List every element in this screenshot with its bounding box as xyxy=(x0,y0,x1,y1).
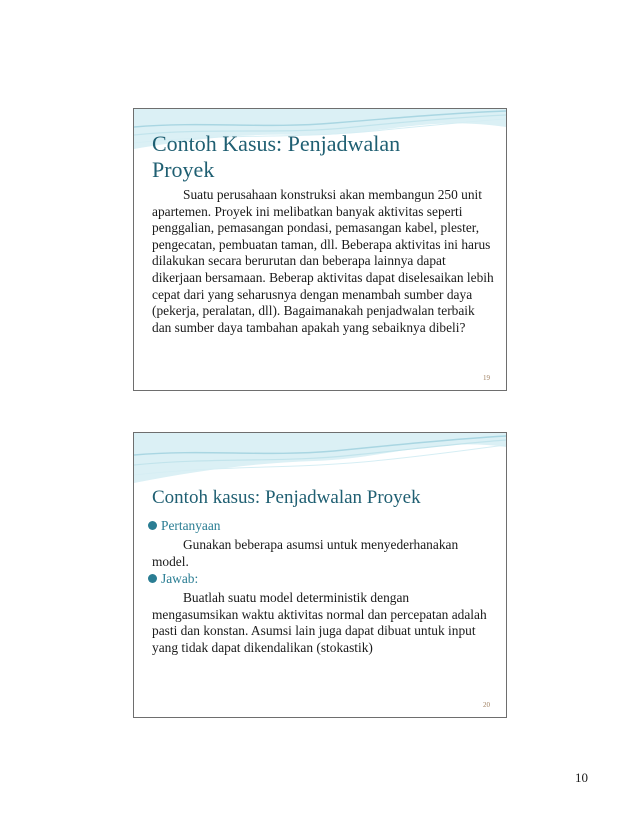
bullet-icon xyxy=(148,574,157,583)
page-number: 10 xyxy=(575,770,588,785)
question-text-content: Gunakan beberapa asumsi untuk menyederhanakan model. xyxy=(152,537,459,569)
bullet-answer xyxy=(148,571,198,588)
slide-number: 20 xyxy=(483,701,490,709)
slide-number: 19 xyxy=(483,374,490,382)
bullet-label: Pertanyaan xyxy=(161,518,221,533)
answer-text xyxy=(152,590,497,656)
slide-title: Contoh kasus: Penjadwalan Proyek xyxy=(152,487,421,508)
answer-text-content: Buatlah suatu model deterministik dengan mengasumsikan waktu aktivitas normal dan percepatan adalah pasti dan konstan. Asumsi lain juga dapat dibuat untuk input yang tidak dapat dikendalikan (stokastik) xyxy=(152,590,487,655)
slide-19 xyxy=(133,108,507,391)
slide-title: Contoh Kasus: Penjadwalan Proyek xyxy=(152,131,401,182)
slide-20 xyxy=(133,432,507,718)
slide-body-text: Suatu perusahaan konstruksi akan membangun 250 unit apartemen. Proyek ini melibatkan banyak aktivitas seperti penggalian, pemasangan pondasi, pemasangan kabel, plester, pengecatan, pembuatan taman, dll. Beberapa aktivitas ini harus dilakukan secara berurutan dan beberapa lainnya dapat dikerjaan bersamaan. Beberap aktivitas dapat diselesaikan lebih cepat dari yang seharusnya dengan menambah sumber daya (pekerja, peralatan, dll). Bagaimanakah penjadwalan terbaik dan sumber daya tambahan apakah yang sebaiknya dibeli? xyxy=(152,187,494,335)
bullet-label: Jawab: xyxy=(161,571,199,586)
bullet-icon xyxy=(148,521,157,530)
question-text xyxy=(152,537,497,570)
slide-body xyxy=(152,187,497,336)
bullet-question xyxy=(148,518,221,535)
